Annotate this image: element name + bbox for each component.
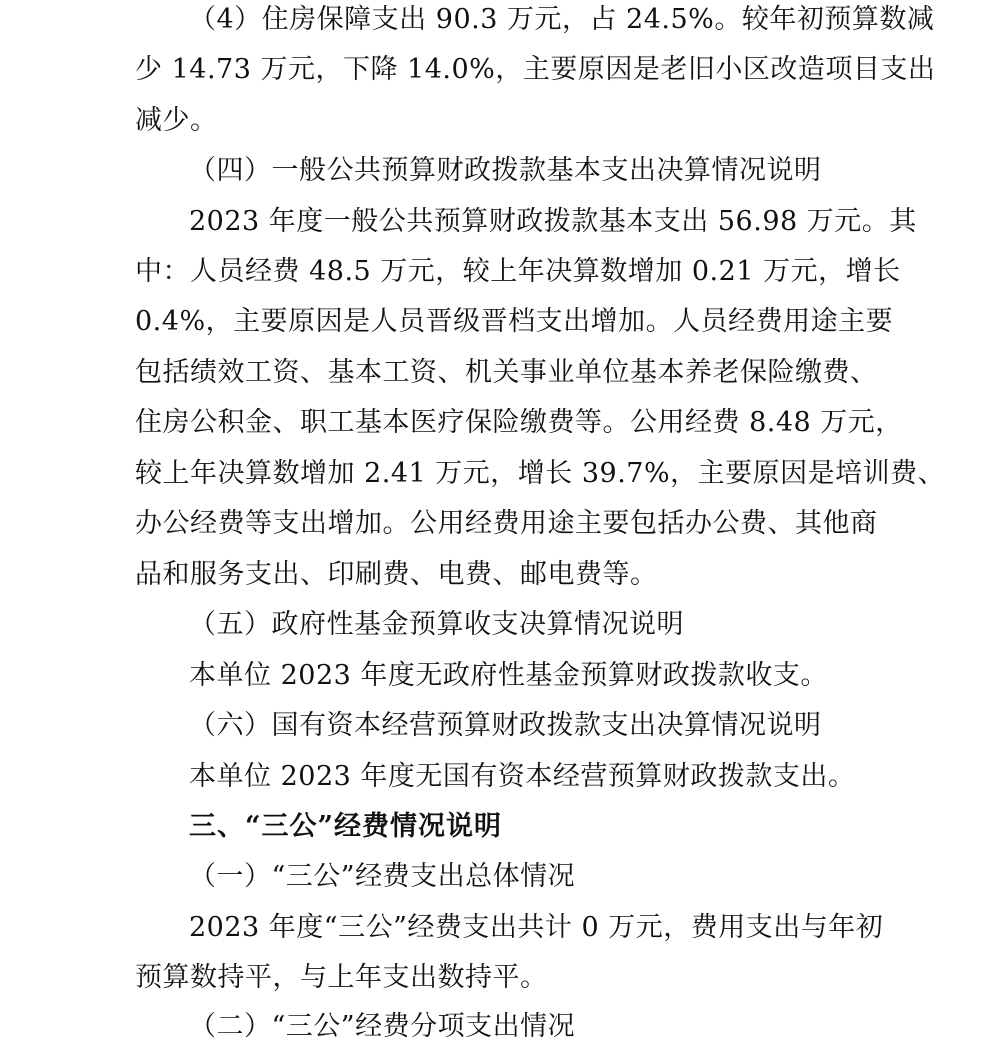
paragraph-line: 0.4%，主要原因是人员晋级晋档支出增加。人员经费用途主要	[135, 306, 894, 337]
paragraph-line: 2023 年度一般公共预算财政拨款基本支出 56.98 万元。其	[189, 206, 917, 237]
section-heading: （一）“三公”经费支出总体情况	[189, 861, 576, 892]
section-heading: （五）政府性基金预算收支决算情况说明	[189, 609, 684, 640]
paragraph-line: 本单位 2023 年度无国有资本经营预算财政拨款支出。	[189, 761, 856, 792]
section-heading: （六）国有资本经营预算财政拨款支出决算情况说明	[189, 710, 822, 741]
paragraph-line: 预算数持平，与上年支出数持平。	[135, 962, 548, 993]
paragraph-line: 较上年决算数增加 2.41 万元，增长 39.7%，主要原因是培训费、	[135, 458, 946, 489]
paragraph-line: 包括绩效工资、基本工资、机关事业单位基本养老保险缴费、	[135, 357, 878, 388]
chapter-heading: 三、“三公”经费情况说明	[189, 811, 503, 842]
paragraph-line: （4）住房保障支出 90.3 万元，占 24.5%。较年初预算数减	[189, 4, 935, 35]
paragraph-line: 住房公积金、职工基本医疗保险缴费等。公用经费 8.48 万元，	[135, 407, 903, 438]
paragraph-line: 2023 年度“三公”经费支出共计 0 万元，费用支出与年初	[189, 912, 884, 943]
paragraph-line: 品和服务支出、印刷费、电费、邮电费等。	[135, 559, 658, 590]
section-heading: （二）“三公”经费分项支出情况	[189, 1011, 576, 1042]
paragraph-line: 少 14.73 万元，下降 14.0%，主要原因是老旧小区改造项目支出	[135, 54, 936, 85]
section-heading: （四）一般公共预算财政拨款基本支出决算情况说明	[189, 155, 822, 186]
paragraph-line: 办公经费等支出增加。公用经费用途主要包括办公费、其他商	[135, 508, 878, 539]
paragraph-line: 本单位 2023 年度无政府性基金预算财政拨款收支。	[189, 660, 828, 691]
paragraph-line: 减少。	[135, 105, 218, 136]
paragraph-line: 中：人员经费 48.5 万元，较上年决算数增加 0.21 万元，增长	[135, 256, 901, 287]
